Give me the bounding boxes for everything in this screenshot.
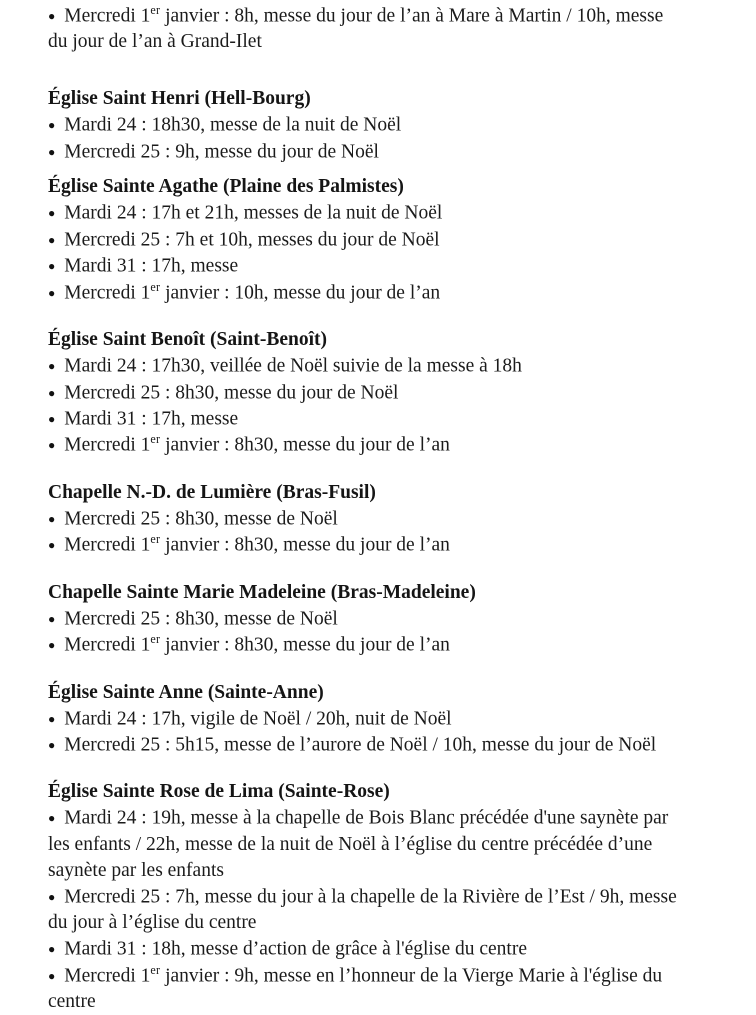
schedule-line: ● Mercredi 1er janvier : 8h, messe du jour de l’an à Mare à Martin / 10h, messe bbox=[48, 3, 714, 29]
schedule-line: ● Mardi 31 : 17h, messe bbox=[48, 406, 714, 432]
schedule-line: ● Mercredi 25 : 7h et 10h, messes du jour de Noël bbox=[48, 227, 714, 253]
schedule-item bbox=[48, 506, 714, 532]
schedule-item bbox=[48, 380, 714, 406]
schedule-line: ● Mercredi 1er janvier : 9h, messe en l’honneur de la Vierge Marie à l'église du bbox=[48, 963, 714, 989]
bullet-icon: ● bbox=[48, 638, 56, 653]
schedule-item bbox=[48, 227, 714, 253]
schedule-item bbox=[48, 532, 714, 558]
ordinal-superscript: er bbox=[150, 632, 161, 647]
schedule-line: ● Mardi 24 : 18h30, messe de la nuit de Noël bbox=[48, 112, 714, 138]
schedule-line: ● Mardi 24 : 17h et 21h, messes de la nuit de Noël bbox=[48, 200, 714, 226]
bullet-icon: ● bbox=[48, 942, 56, 957]
bullet-icon: ● bbox=[48, 438, 56, 453]
schedule-line: ● Mardi 24 : 19h, messe à la chapelle de Bois Blanc précédée d'une saynète par bbox=[48, 805, 714, 831]
schedule-item bbox=[48, 280, 714, 306]
schedule-line: ● Mercredi 25 : 9h, messe du jour de Noël bbox=[48, 139, 714, 165]
ordinal-superscript: er bbox=[150, 279, 161, 294]
schedule-line: ● Mardi 31 : 17h, messe bbox=[48, 253, 714, 279]
bullet-icon: ● bbox=[48, 811, 56, 826]
schedule-line: ● Mercredi 1er janvier : 8h30, messe du jour de l’an bbox=[48, 632, 714, 658]
ordinal-superscript: er bbox=[150, 962, 161, 977]
bullet-icon: ● bbox=[48, 118, 56, 133]
schedule-item bbox=[48, 936, 714, 962]
schedule-item bbox=[48, 732, 714, 758]
schedule-line-continuation: centre bbox=[48, 991, 96, 1013]
schedule-item bbox=[48, 606, 714, 632]
schedule-line: ● Mardi 24 : 17h30, veillée de Noël suivie de la messe à 18h bbox=[48, 353, 714, 379]
schedule-item bbox=[48, 112, 714, 138]
schedule-line: ● Mercredi 25 : 7h, messe du jour à la chapelle de la Rivière de l’Est / 9h, messe bbox=[48, 884, 714, 910]
schedule-line: ● Mardi 24 : 17h, vigile de Noël / 20h, nuit de Noël bbox=[48, 706, 714, 732]
section-heading: Église Sainte Rose de Lima (Sainte-Rose) bbox=[48, 781, 390, 803]
bullet-icon: ● bbox=[48, 385, 56, 400]
schedule-section bbox=[48, 327, 714, 459]
schedule-section bbox=[48, 3, 714, 55]
schedule-line: ● Mercredi 1er janvier : 10h, messe du jour de l’an bbox=[48, 280, 714, 306]
schedule-section bbox=[48, 86, 714, 165]
schedule-item bbox=[48, 3, 714, 55]
ordinal-superscript: er bbox=[150, 2, 161, 17]
schedule-line: ● Mercredi 1er janvier : 8h30, messe du jour de l’an bbox=[48, 432, 714, 458]
schedule-line: ● Mercredi 25 : 8h30, messe de Noël bbox=[48, 606, 714, 632]
schedule-line: ● Mardi 31 : 18h, messe d’action de grâce à l'église du centre bbox=[48, 936, 714, 962]
section-heading: Église Saint Benoît (Saint-Benoît) bbox=[48, 329, 327, 351]
bullet-icon: ● bbox=[48, 889, 56, 904]
section-heading: Église Sainte Anne (Sainte-Anne) bbox=[48, 681, 324, 703]
bullet-icon: ● bbox=[48, 411, 56, 426]
schedule-section bbox=[48, 680, 714, 759]
bullet-icon: ● bbox=[48, 711, 56, 726]
schedule-line-continuation: du jour de l’an à Grand-Ilet bbox=[48, 31, 262, 53]
schedule-item bbox=[48, 805, 714, 883]
schedule-item bbox=[48, 706, 714, 732]
schedule-item bbox=[48, 200, 714, 226]
section-heading: Chapelle Sainte Marie Madeleine (Bras-Madeleine) bbox=[48, 581, 476, 603]
schedule-item bbox=[48, 139, 714, 165]
schedule-section bbox=[48, 779, 714, 1015]
bullet-icon: ● bbox=[48, 206, 56, 221]
bullet-icon: ● bbox=[48, 285, 56, 300]
ordinal-superscript: er bbox=[150, 432, 161, 447]
schedule-line-continuation: du jour à l’église du centre bbox=[48, 912, 257, 934]
bullet-icon: ● bbox=[48, 359, 56, 374]
section-heading: Église Saint Henri (Hell-Bourg) bbox=[48, 88, 311, 110]
bullet-icon: ● bbox=[48, 9, 56, 23]
bullet-icon: ● bbox=[48, 538, 56, 553]
schedule-item bbox=[48, 963, 714, 1015]
schedule-item bbox=[48, 353, 714, 379]
schedule-line: ● Mercredi 1er janvier : 8h30, messe du jour de l’an bbox=[48, 532, 714, 558]
bullet-icon: ● bbox=[48, 968, 56, 983]
schedule-line: ● Mercredi 25 : 8h30, messe de Noël bbox=[48, 506, 714, 532]
schedule-line: ● Mercredi 25 : 8h30, messe du jour de Noël bbox=[48, 380, 714, 406]
schedule-section bbox=[48, 174, 714, 306]
bullet-icon: ● bbox=[48, 511, 56, 526]
bullet-icon: ● bbox=[48, 259, 56, 274]
schedule-item bbox=[48, 632, 714, 658]
section-heading: Chapelle N.-D. de Lumière (Bras-Fusil) bbox=[48, 481, 376, 503]
schedule-item bbox=[48, 253, 714, 279]
schedule-line: ● Mercredi 25 : 5h15, messe de l’aurore de Noël / 10h, messe du jour de Noël bbox=[48, 732, 714, 758]
bullet-icon: ● bbox=[48, 738, 56, 752]
ordinal-superscript: er bbox=[150, 532, 161, 547]
bullet-icon: ● bbox=[48, 232, 56, 247]
schedule-section bbox=[48, 580, 714, 659]
schedule-item bbox=[48, 406, 714, 432]
bullet-icon: ● bbox=[48, 144, 56, 159]
schedule-item bbox=[48, 884, 714, 936]
schedule-item bbox=[48, 432, 714, 458]
schedule-line-continuation: les enfants / 22h, messe de la nuit de Noël à l’église du centre précédée d’une bbox=[48, 833, 653, 855]
bullet-icon: ● bbox=[48, 611, 56, 626]
schedule-section bbox=[48, 480, 714, 559]
schedule-line-continuation: saynète par les enfants bbox=[48, 859, 224, 881]
section-heading: Église Sainte Agathe (Plaine des Palmistes) bbox=[48, 176, 404, 198]
